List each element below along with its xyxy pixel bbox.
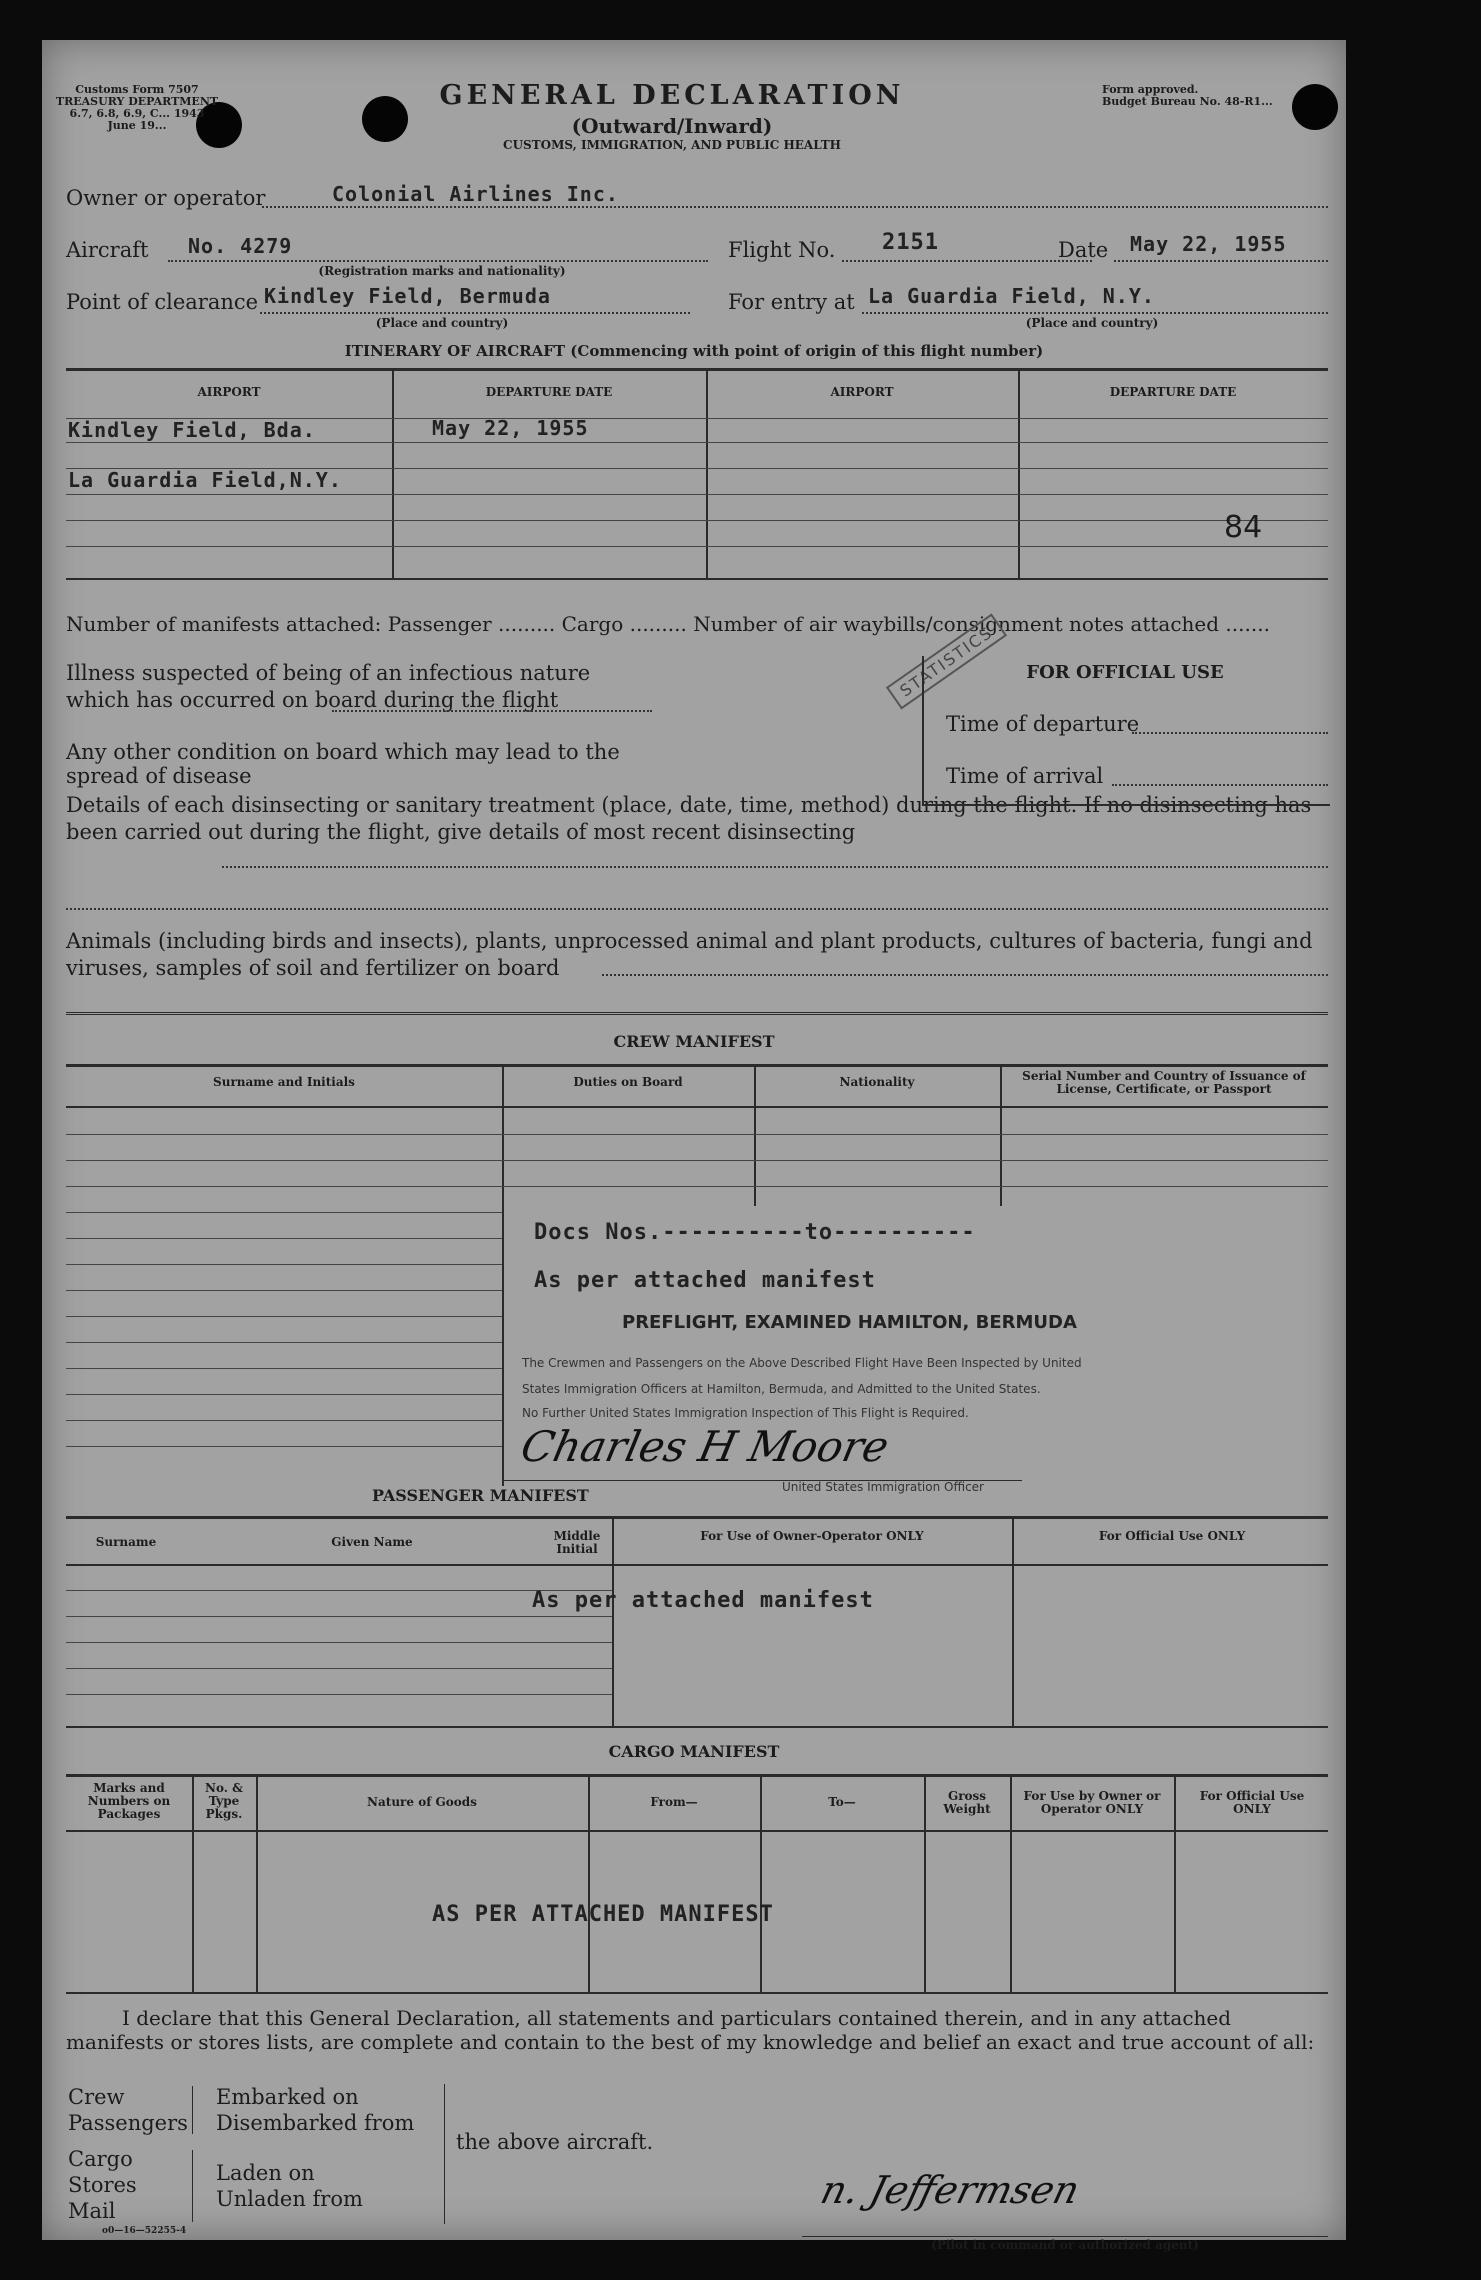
handwritten-number: 84 bbox=[1224, 510, 1263, 545]
cargo-attached-manifest: AS PER ATTACHED MANIFEST bbox=[432, 1902, 774, 1927]
cargo-col-from: From— bbox=[650, 1795, 698, 1809]
clearance-hint: (Place and country) bbox=[375, 316, 509, 330]
preflight-stamp-line-1: The Crewmen and Passengers on the Above Described Flight Have Been Inspected by United bbox=[522, 1356, 1082, 1370]
passenger-col-given-name: Given Name bbox=[331, 1535, 413, 1549]
itinerary-row-2-airport: La Guardia Field,N.Y. bbox=[68, 468, 342, 492]
entry-label: For entry at bbox=[728, 290, 855, 314]
itinerary-col-date-2: DEPARTURE DATE bbox=[1109, 385, 1237, 399]
owner-label: Owner or operator bbox=[66, 186, 266, 210]
other-condition-question: Any other condition on board which may lead to the spread of disease bbox=[66, 740, 620, 788]
cargo-col-official-use: For Official Use ONLY bbox=[1199, 1789, 1305, 1816]
animals-question: Animals (including birds and insects), plants, unprocessed animal and plant products, cultures of bacteria, fungi and viruses, samples of soil and fertilizer on board bbox=[66, 929, 1313, 980]
immigration-officer-signature: Charles H Moore bbox=[516, 1422, 894, 1471]
date-label: Date bbox=[1058, 238, 1109, 262]
aircraft-hint: (Registration marks and nationality) bbox=[318, 264, 566, 278]
itinerary-col-date-1: DEPARTURE DATE bbox=[485, 385, 613, 399]
crew-col-surname: Surname and Initials bbox=[213, 1075, 355, 1089]
immigration-officer-caption: United States Immigration Officer bbox=[782, 1480, 984, 1494]
owner-value: Colonial Airlines Inc. bbox=[332, 182, 619, 206]
crew-col-serial: Serial Number and Country of Issuance of License, Certificate, or Passport bbox=[1022, 1069, 1306, 1096]
manifests-attached: Number of manifests attached: Passenger ......... Cargo ......... Number of air waybills/consignment notes attached ....... bbox=[66, 612, 1270, 636]
form-number-left: Customs Form 7507 TREASURY DEPARTMENT 6.7, 6.8, 6.9, C... 1943 June 19... bbox=[55, 83, 219, 132]
entry-value: La Guardia Field, N.Y. bbox=[868, 284, 1155, 308]
passenger-col-middle-initial: Middle Initial bbox=[553, 1529, 601, 1556]
itinerary-col-airport-2: AIRPORT bbox=[830, 385, 894, 399]
clearance-value: Kindley Field, Bermuda bbox=[264, 284, 551, 308]
crew-manifest-heading: CREW MANIFEST bbox=[613, 1032, 775, 1051]
cargo-col-gross-weight: Gross Weight bbox=[943, 1789, 991, 1816]
aircraft-value: No. 4279 bbox=[188, 234, 293, 258]
cargo-stores-mail-labels: Cargo Stores Mail bbox=[68, 2147, 137, 2223]
preflight-stamp-line-3: No Further United States Immigration Inspection of This Flight is Required. bbox=[522, 1406, 969, 1420]
passenger-attached-manifest: As per attached manifest bbox=[532, 1588, 874, 1613]
crew-attached-manifest: As per attached manifest bbox=[534, 1268, 876, 1293]
pilot-signature: n. Jeffermsen bbox=[816, 2168, 1084, 2212]
laden-labels: Laden on Unladen from bbox=[216, 2161, 363, 2211]
flight-label: Flight No. bbox=[728, 238, 836, 262]
crew-passengers-labels: Crew Passengers bbox=[68, 2085, 188, 2135]
itinerary-row-1-airport: Kindley Field, Bda. bbox=[68, 418, 316, 442]
official-use-heading: FOR OFFICIAL USE bbox=[1026, 662, 1224, 683]
passenger-col-owner-use: For Use of Owner-Operator ONLY bbox=[700, 1529, 924, 1543]
cargo-col-owner-use: For Use by Owner or Operator ONLY bbox=[1023, 1789, 1161, 1816]
form-number-right: Form approved. Budget Bureau No. 48-R1... bbox=[1102, 83, 1273, 108]
form-subtitle: (Outward/Inward) bbox=[571, 114, 773, 138]
form-title: GENERAL DECLARATION bbox=[439, 80, 905, 111]
itinerary-row-1-date: May 22, 1955 bbox=[432, 416, 589, 440]
embarked-labels: Embarked on Disembarked from bbox=[216, 2085, 415, 2135]
itinerary-heading: ITINERARY OF AIRCRAFT (Commencing with point of origin of this flight number) bbox=[344, 342, 1044, 360]
flight-value: 2151 bbox=[882, 230, 939, 255]
cargo-col-nature: Nature of Goods bbox=[367, 1795, 477, 1809]
time-of-arrival-label: Time of arrival bbox=[946, 764, 1104, 788]
above-aircraft: the above aircraft. bbox=[456, 2130, 654, 2154]
cargo-manifest-heading: CARGO MANIFEST bbox=[608, 1742, 780, 1761]
preflight-stamp-title: PREFLIGHT, EXAMINED HAMILTON, BERMUDA bbox=[622, 1312, 1077, 1333]
cargo-col-packages: No. & Type Pkgs. bbox=[205, 1781, 243, 1821]
crew-col-nationality: Nationality bbox=[839, 1075, 915, 1089]
passenger-manifest-heading: PASSENGER MANIFEST bbox=[372, 1486, 589, 1505]
passenger-col-surname: Surname bbox=[95, 1535, 157, 1549]
preflight-stamp-line-2: States Immigration Officers at Hamilton, Bermuda, and Admitted to the United States. bbox=[522, 1382, 1041, 1396]
cargo-col-marks: Marks and Numbers on Packages bbox=[87, 1781, 171, 1821]
clearance-label: Point of clearance bbox=[66, 290, 259, 314]
illness-question: Illness suspected of being of an infectious nature which has occurred on board during the flight bbox=[66, 661, 591, 712]
aircraft-label: Aircraft bbox=[66, 238, 149, 262]
entry-hint: (Place and country) bbox=[1025, 316, 1159, 330]
crew-col-duties: Duties on Board bbox=[573, 1075, 683, 1089]
time-of-departure-label: Time of departure bbox=[946, 712, 1140, 736]
statistics-stamp: STATISTICS bbox=[886, 613, 1007, 709]
declaration-form bbox=[42, 40, 1346, 2252]
pilot-caption: (Pilot in command or authorized agent) bbox=[931, 2238, 1199, 2252]
date-value: May 22, 1955 bbox=[1130, 232, 1287, 256]
passenger-col-official-use: For Official Use ONLY bbox=[1098, 1529, 1246, 1543]
cargo-col-to: To— bbox=[828, 1795, 856, 1809]
disinsecting-question: Details of each disinsecting or sanitary treatment (place, date, time, method) during the flight. If no disinsecting has been carried out during the flight, give details of most recent disinsecting bbox=[66, 793, 1312, 844]
form-subtitle-agencies: CUSTOMS, IMMIGRATION, AND PUBLIC HEALTH bbox=[503, 138, 841, 152]
itinerary-col-airport-1: AIRPORT bbox=[197, 385, 261, 399]
printer-code: o0—16—52255-4 bbox=[102, 2226, 187, 2236]
crew-docs-numbers: Docs Nos.----------to---------- bbox=[534, 1220, 976, 1245]
certification-text: I declare that this General Declaration, all statements and particulars contained therein, and in any attached manifests or stores lists, are complete and contain to the best of my knowledge and belief an exact and true account of all: bbox=[66, 2006, 1315, 2054]
